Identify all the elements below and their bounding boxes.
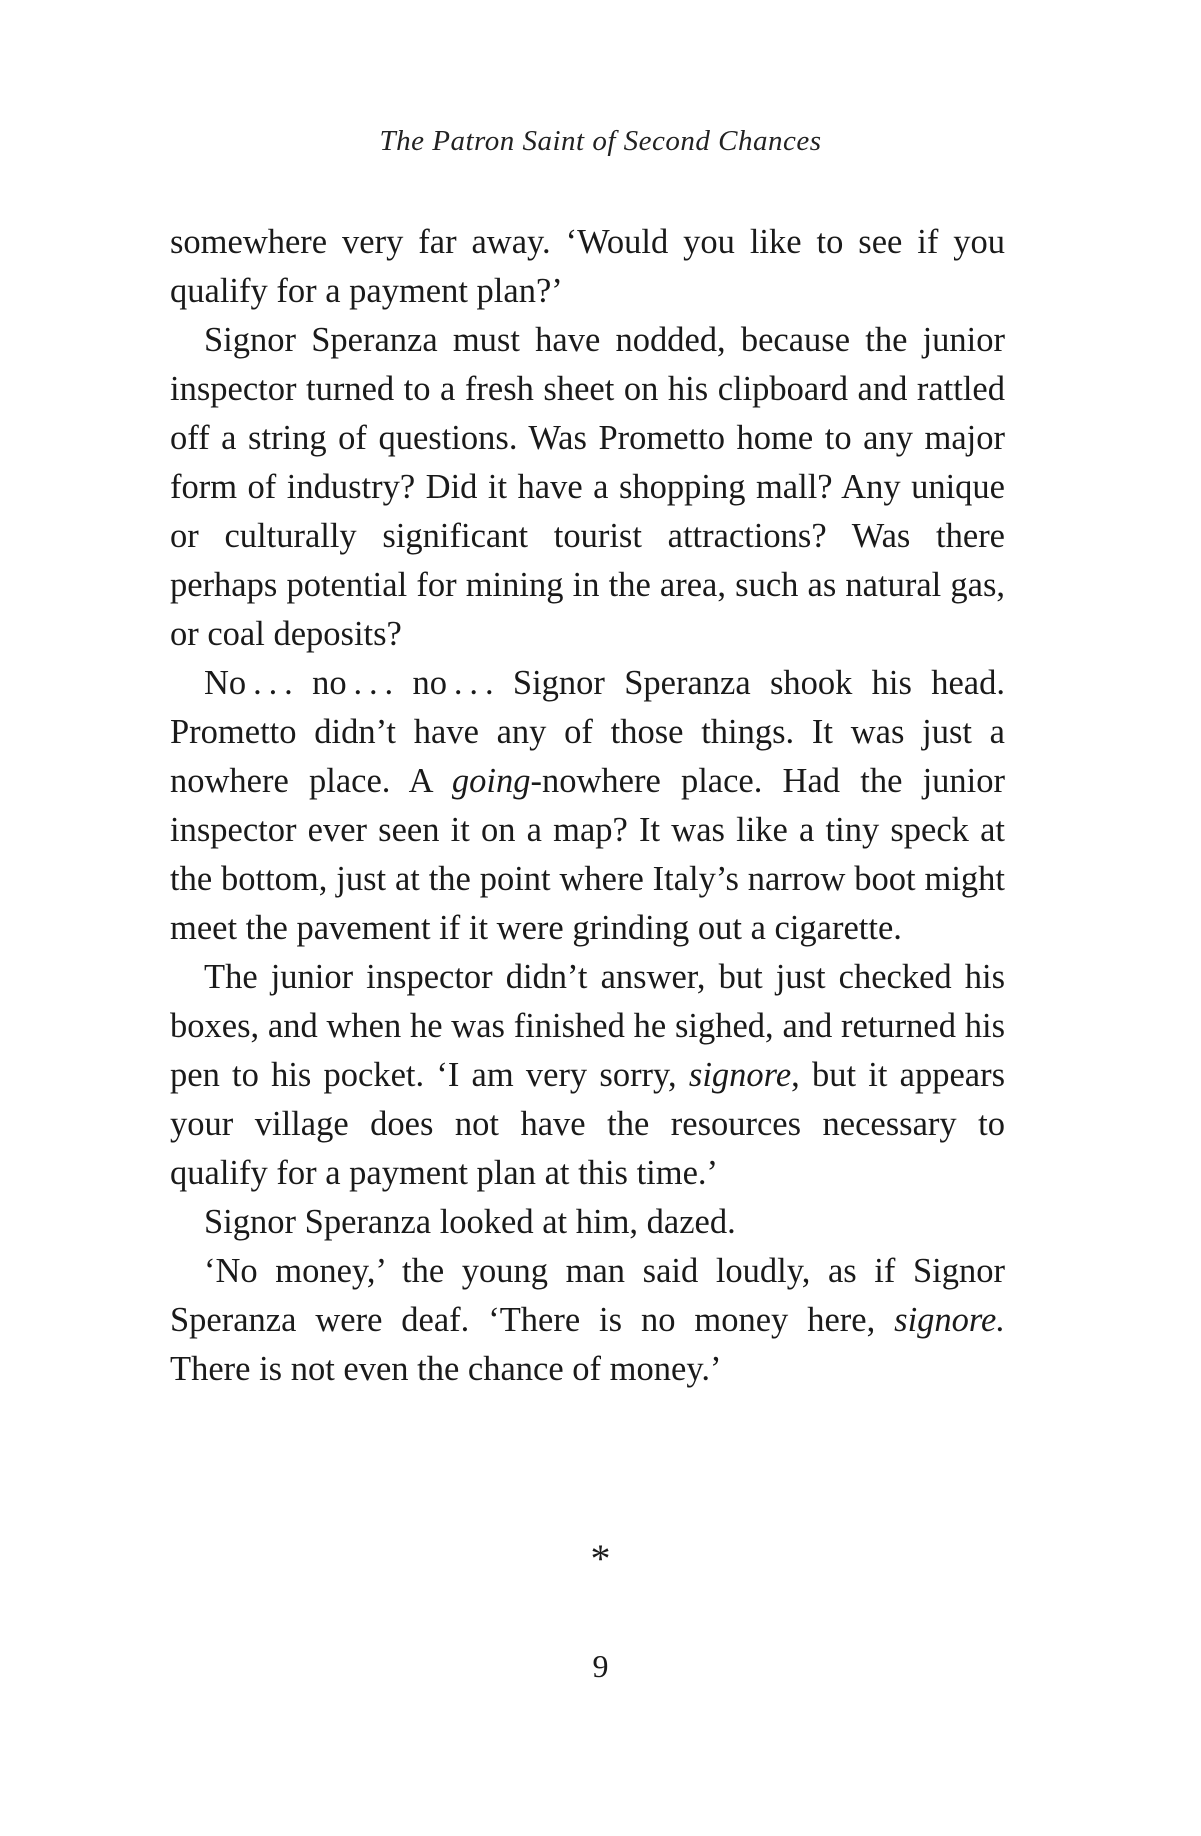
italic-text: signore.	[894, 1301, 1005, 1339]
paragraph-text: No . . . no . . . no . . . Signor Speranza shook his head. Prometto didn’t have any of those things. It was just a nowhere place. A	[170, 664, 1005, 800]
italic-text: going	[451, 762, 531, 800]
paragraph-text: The junior inspector didn’t answer, but just checked his boxes, and when he was finished he sighed, and returned his pen to his pocket. ‘I am very sorry,	[170, 958, 1005, 1094]
running-head-title: The Patron Saint of Second Chances	[379, 125, 822, 157]
italic-text: signore	[688, 1056, 792, 1094]
page-number: 9	[592, 1648, 609, 1684]
paragraph-text: ‘No money,’ the young man said loudly, as if Signor Speranza were deaf. ‘There is no money here,	[170, 1252, 1005, 1339]
body-text	[170, 218, 1005, 1394]
paragraph-text: -nowhere place. Had the junior inspector ever seen it on a map? It was like a tiny speck at the bottom, just at the point where Italy’s narrow boot might meet the pavement if it were grinding out a cigarette.	[170, 762, 1005, 947]
paragraph-text: There is not even the chance of money.’	[170, 1350, 722, 1388]
paragraph-text: Signor Speranza looked at him, dazed.	[204, 1203, 736, 1241]
paragraph	[170, 316, 1005, 659]
paragraph-text: somewhere very far away. ‘Would you like to see if you qualify for a payment plan?’	[170, 223, 1005, 310]
section-break-asterisk: *	[590, 1536, 611, 1581]
paragraph	[170, 1247, 1005, 1394]
paragraph	[170, 218, 1005, 316]
paragraph	[170, 659, 1005, 953]
paragraph-text: , but it appears your village does not have the resources necessary to qualify for a payment plan at this time.’	[170, 1056, 1006, 1192]
paragraph	[170, 953, 1005, 1198]
paragraph	[170, 1198, 1005, 1247]
paragraph-text: Signor Speranza must have nodded, because the junior inspector turned to a fresh sheet on his clipboard and rattled off a string of questions. Was Prometto home to any major form of industry? Did it have a shopping mall? Any unique or culturally significant tourist attractions? Was there perhaps potential for mining in the area, such as natural gas, or coal deposits?	[170, 321, 1005, 653]
